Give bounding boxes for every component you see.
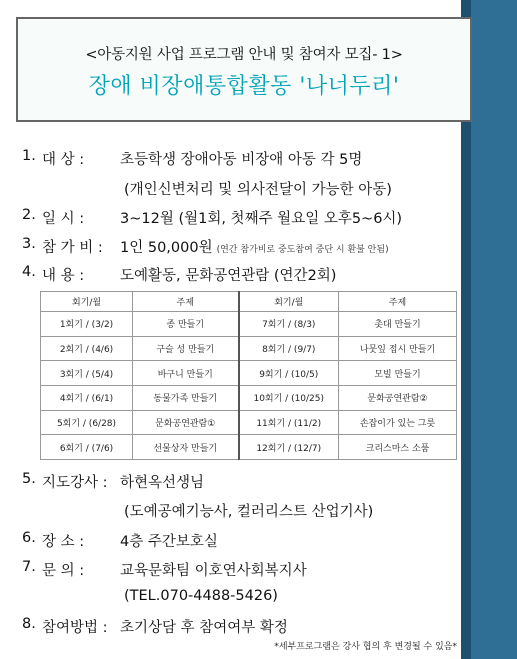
item-number: 4. <box>22 264 36 280</box>
item-number: 1. <box>22 148 36 164</box>
item-value: 3~12월 (월1회, 첫째주 월요일 오후5~6시) <box>120 211 403 227</box>
table-row <box>41 410 457 435</box>
item-label: 참여방법 : <box>42 620 108 636</box>
table-cell: 6회기 / (7/6) <box>41 435 133 460</box>
table-cell: 나뭇잎 접시 만들기 <box>339 336 457 361</box>
table-cell: 11회기 / (11/2) <box>239 410 339 435</box>
table-row <box>41 385 457 410</box>
table-cell: 구슬 성 만들기 <box>133 336 239 361</box>
item-label: 지도강사 : <box>42 475 108 491</box>
item-number: 2. <box>22 207 36 223</box>
item-number: 7. <box>22 559 36 575</box>
item-note: (연간 참가비로 중도참여 중단 시 환불 안됨) <box>216 245 389 255</box>
item-value-detail: (도예공예기능사, 컬러리스트 산업기사) <box>124 504 374 520</box>
item-number: 8. <box>22 616 36 632</box>
table-cell: 2회기 / (4/6) <box>41 336 133 361</box>
item-value: 도예활동, 문화공연관람 (연간2회) <box>120 268 337 284</box>
table-header-row <box>41 292 457 312</box>
table-cell: 3회기 / (5/4) <box>41 361 133 386</box>
program-title: 장애 비장애통합활동 '나너두리' <box>88 74 400 99</box>
table-cell: 문화공연관람① <box>133 410 239 435</box>
table-cell: 모빌 만들기 <box>339 361 457 386</box>
table-row <box>41 312 457 337</box>
table-cell: 9회기 / (10/5) <box>239 361 339 386</box>
item-label: 대 상 : <box>42 152 85 168</box>
item-value-detail: (개인신변처리 및 의사전달이 가능한 아동) <box>124 182 392 198</box>
table-cell: 문화공연관람② <box>339 385 457 410</box>
item-value: 하현옥선생님 <box>120 475 205 491</box>
table-cell: 동물가족 만들기 <box>133 385 239 410</box>
item-number: 5. <box>22 471 36 487</box>
table-cell: 10회기 / (10/25) <box>239 385 339 410</box>
item-label: 장 소 : <box>42 534 85 550</box>
item-label: 일 시 : <box>42 211 85 227</box>
item-label: 문 의 : <box>42 563 85 579</box>
table-cell: 5회기 / (6/28) <box>41 410 133 435</box>
table-header: 회기/월 <box>239 292 339 312</box>
item-number: 3. <box>22 236 36 252</box>
table-cell: 1회기 / (3/2) <box>41 312 133 337</box>
table-row <box>41 435 457 460</box>
item-value: 교육문화팀 이호연사회복지사 <box>120 563 307 579</box>
item-value-detail: (TEL.070-4488-5426) <box>124 588 278 604</box>
item-number: 6. <box>22 530 36 546</box>
table-cell: 7회기 / (8/3) <box>239 312 339 337</box>
table-cell: 바구니 만들기 <box>133 361 239 386</box>
table-cell: 손잡이가 있는 그릇 <box>339 410 457 435</box>
item-value: 4층 주간보호실 <box>120 534 218 550</box>
table-cell: 8회기 / (9/7) <box>239 336 339 361</box>
schedule-table <box>40 291 457 460</box>
table-row <box>41 336 457 361</box>
table-cell: 12회기 / (12/7) <box>239 435 339 460</box>
table-header: 회기/월 <box>41 292 133 312</box>
footnote: *세부프로그램은 강사 협의 후 변경될 수 있음* <box>274 642 457 652</box>
program-subtitle: <아동지원 사업 프로그램 안내 및 참여자 모집- 1> <box>85 47 403 63</box>
item-value: 초등학생 장애아동 비장애 아동 각 5명 <box>120 152 363 168</box>
item-label: 참 가 비 : <box>42 240 103 256</box>
item-value: 초기상담 후 참여여부 확정 <box>120 620 288 636</box>
table-cell: 촛대 만들기 <box>339 312 457 337</box>
table-cell: 4회기 / (6/1) <box>41 385 133 410</box>
table-cell: 크리스마스 소품 <box>339 435 457 460</box>
table-row <box>41 361 457 386</box>
title-box <box>16 17 472 122</box>
table-header: 주제 <box>133 292 239 312</box>
table-cell: 종 만들기 <box>133 312 239 337</box>
item-value: 1인 50,000원 <box>120 240 213 256</box>
table-cell: 선물상자 만들기 <box>133 435 239 460</box>
table-header: 주제 <box>339 292 457 312</box>
item-label: 내 용 : <box>42 268 85 284</box>
